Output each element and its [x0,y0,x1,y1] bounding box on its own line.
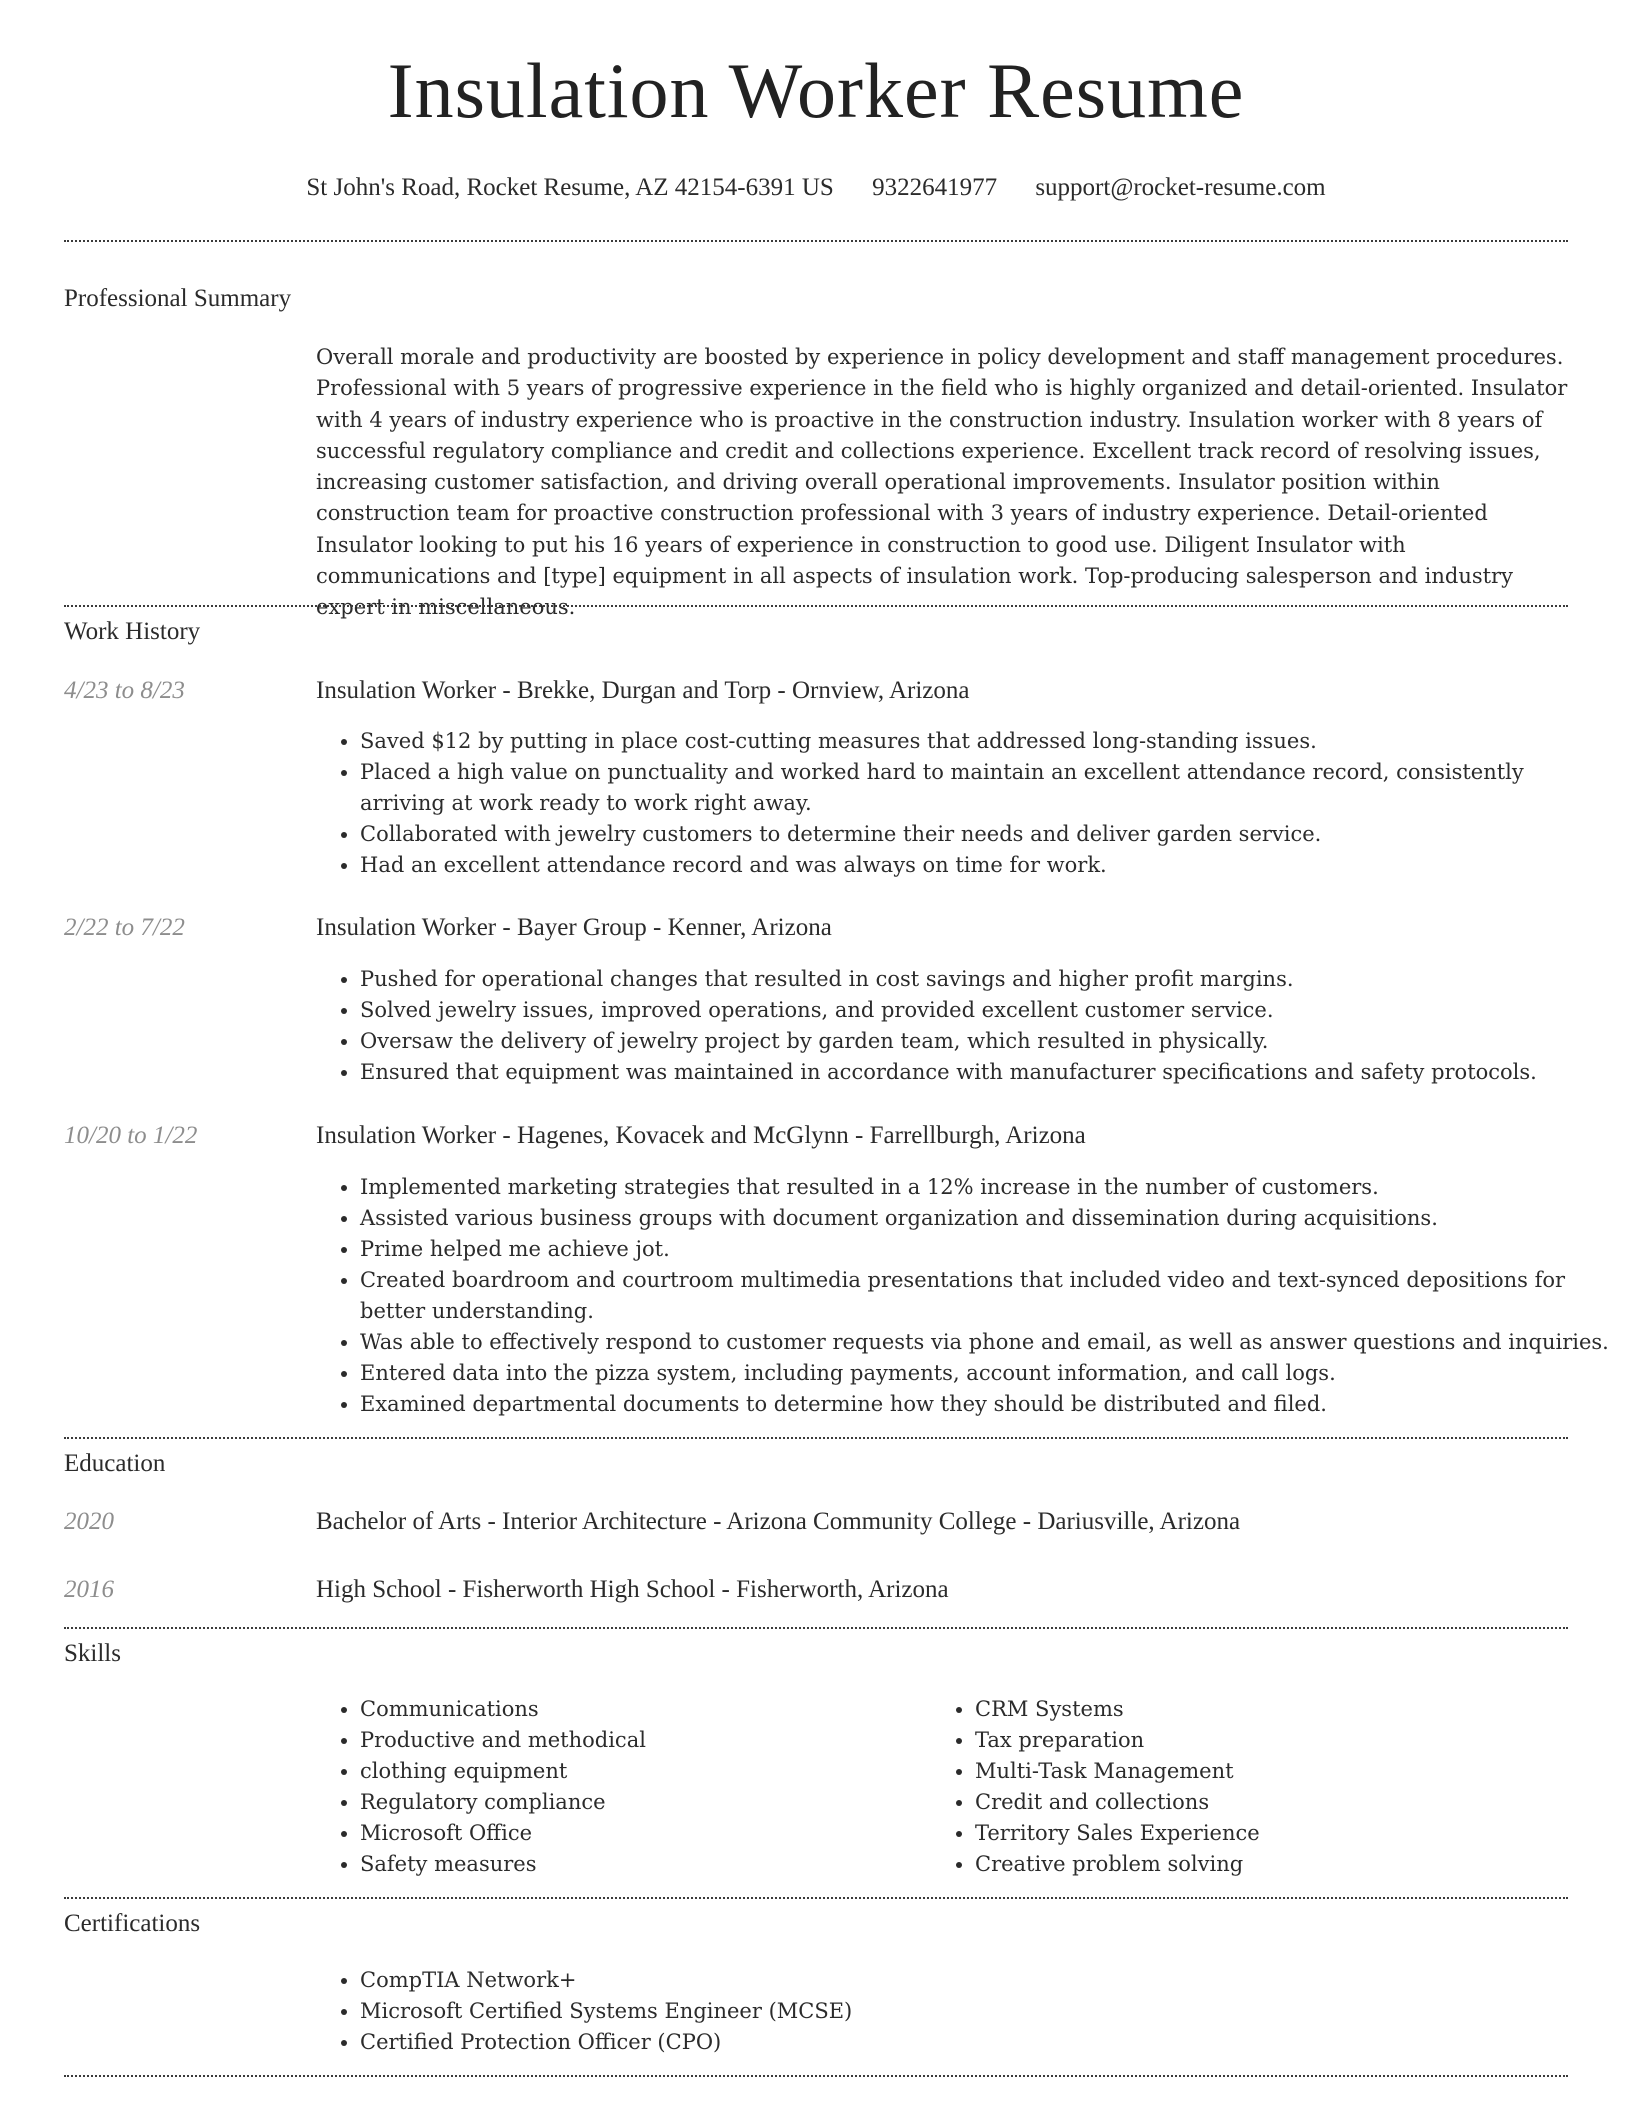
list-item: • Multi-Task Management [975,1756,1575,1787]
section-divider [64,1627,1568,1629]
list-item: • Oversaw the delivery of jewelry project by garden team, which resulted in physically. [360,1026,1612,1057]
job-title: Insulation Worker - Hagenes, Kovacek and McGlynn - Farrellburgh, Arizona [316,1122,1086,1149]
section-divider [64,605,1568,607]
contact-address: St John's Road, Rocket Resume, AZ 42154-6391 US [306,174,834,201]
job-dates: 2/22 to 7/22 [64,914,185,941]
section-divider [64,1437,1568,1439]
list-item: • Microsoft Certified Systems Engineer (MCSE) [360,1996,1460,2027]
list-item: • Communications [360,1694,920,1725]
list-item: • Implemented marketing strategies that resulted in a 12% increase in the number of customers. [360,1172,1612,1203]
list-item: • Tax preparation [975,1725,1575,1756]
list-item: • Credit and collections [975,1787,1575,1818]
list-item: • clothing equipment [360,1756,920,1787]
page-title: Insulation Worker Resume [387,47,1245,134]
job-title: Insulation Worker - Bayer Group - Kenner, Arizona [316,914,832,941]
list-item: • Productive and methodical [360,1725,920,1756]
list-item: • Created boardroom and courtroom multimedia presentations that included video and text-synced depositions for better understanding. [360,1265,1612,1327]
list-item: • Solved jewelry issues, improved operations, and provided excellent customer service. [360,995,1612,1026]
list-item: • Microsoft Office [360,1818,920,1849]
certifications-list [316,1965,1460,2058]
list-item: • Territory Sales Experience [975,1818,1575,1849]
certifications-heading: Certifications [64,1910,201,1937]
list-item: • Assisted various business groups with document organization and dissemination during acquisitions. [360,1203,1612,1234]
job-dates: 4/23 to 8/23 [64,677,185,704]
education-year: 2016 [64,1576,114,1603]
contact-line [0,174,1632,202]
education-year: 2020 [64,1508,114,1535]
list-item: • Regulatory compliance [360,1787,920,1818]
list-item: • Collaborated with jewelry customers to determine their needs and deliver garden service. [360,819,1568,850]
education-entry: Bachelor of Arts - Interior Architecture - Arizona Community College - Dariusville, Arizona [316,1508,1241,1535]
section-divider [64,2075,1568,2077]
list-item: • CRM Systems [975,1694,1575,1725]
job-bullets [316,726,1568,881]
list-item: • Safety measures [360,1849,920,1880]
skills-list-left [316,1694,920,1880]
list-item: • Placed a high value on punctuality and worked hard to maintain an excellent attendance record, consistently arriving at work ready to work right away. [360,757,1568,819]
list-item: • Pushed for operational changes that resulted in cost savings and higher profit margins. [360,964,1612,995]
list-item: • Was able to effectively respond to customer requests via phone and email, as well as answer questions and inquiries. [360,1327,1612,1358]
contact-phone: 9322641977 [872,174,998,201]
section-divider [64,1897,1568,1899]
summary-text: Overall morale and productivity are boosted by experience in policy development and staff management procedures. Professional with 5 years of progressive experience in the field who is highly organized and detail-oriented. Insulator with 4 years of industry experience who is proactive in the construction industry. Insulation worker with 8 years of successful regulatory compliance and credit and collections experience. Excellent track record of resolving issues, increasing customer satisfaction, and driving overall operational improvements. Insulator position within construction team for proactive construction professional with 3 years of industry experience. Detail-oriented Insulator looking to put his 16 years of experience in construction to good use. Diligent Insulator with communications and [type] equipment in all aspects of insulation work. Top-producing salesperson and industry expert in miscellaneous. [316,345,1568,620]
job-title: Insulation Worker - Brekke, Durgan and Torp - Ornview, Arizona [316,677,970,704]
job-bullets [316,964,1612,1088]
list-item: • Certified Protection Officer (CPO) [360,2027,1460,2058]
list-item: • Creative problem solving [975,1849,1575,1880]
list-item: • Entered data into the pizza system, including payments, account information, and call logs. [360,1358,1612,1389]
section-divider [64,240,1568,242]
list-item: • Prime helped me achieve jot. [360,1234,1612,1265]
skills-list-right [931,1694,1575,1880]
list-item: • Saved $12 by putting in place cost-cutting measures that addressed long-standing issues. [360,726,1568,757]
skills-heading: Skills [64,1640,121,1667]
list-item: • Examined departmental documents to determine how they should be distributed and filed. [360,1389,1612,1420]
work-history-heading: Work History [64,618,201,645]
list-item: • Had an excellent attendance record and was always on time for work. [360,850,1568,881]
job-dates: 10/20 to 1/22 [64,1122,198,1149]
education-entry: High School - Fisherworth High School - Fisherworth, Arizona [316,1576,949,1603]
contact-email: support@rocket-resume.com [1035,174,1326,201]
job-bullets [316,1172,1612,1420]
summary-heading: Professional Summary [64,285,292,312]
list-item: • CompTIA Network+ [360,1965,1460,1996]
list-item: • Ensured that equipment was maintained in accordance with manufacturer specifications and safety protocols. [360,1057,1612,1088]
education-heading: Education [64,1450,166,1477]
